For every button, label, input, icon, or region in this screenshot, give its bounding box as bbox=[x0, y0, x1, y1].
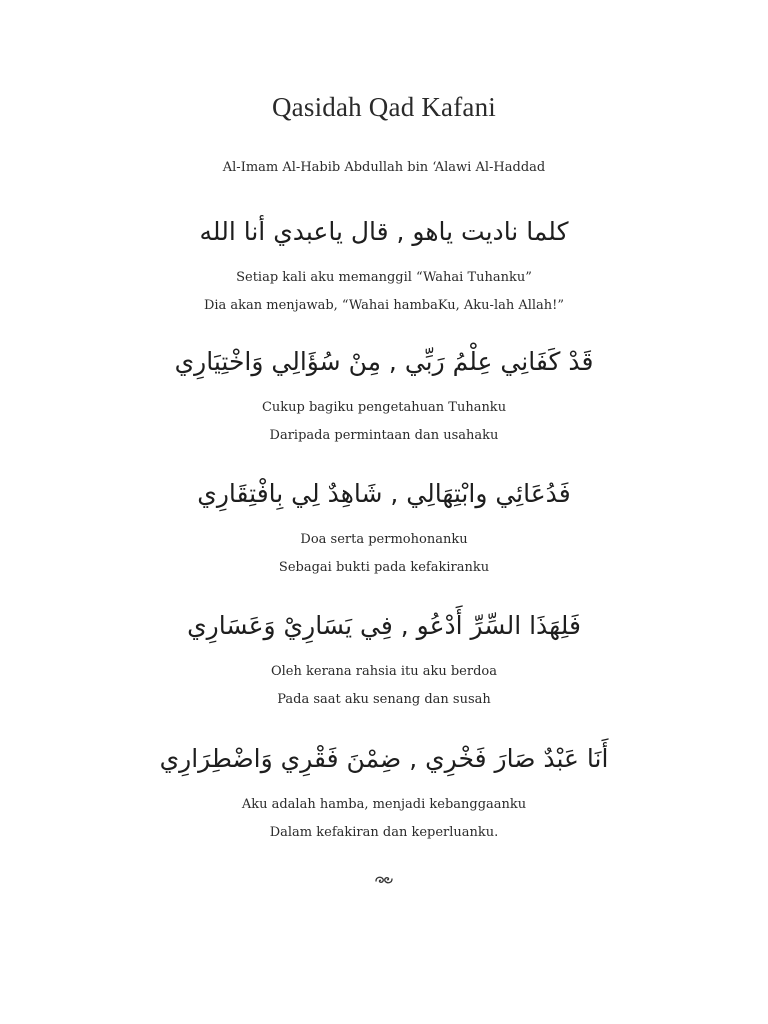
arabic-verse: قَدْ كَفَانِي عِلْمُ رَبِّي , مِنْ سُؤَالِي وَاخْتِيَارِي bbox=[174, 347, 594, 376]
translation-line: Oleh kerana rahsia itu aku berdoa bbox=[270, 664, 497, 679]
stanza-1 bbox=[0, 212, 768, 320]
translation-line: Dia akan menjawab, “Wahai hambaKu, Aku-lah Allah!” bbox=[203, 298, 565, 313]
arabic-verse: كلما ناديت ياهو , قال ياعبدي أنا الله bbox=[199, 217, 569, 246]
arabic-verse: فَدُعَائِي وابْتِهَالِي , شَاهِدٌ لِي بِافْتِقَارِي bbox=[197, 479, 571, 508]
fleuron-ornament-icon bbox=[0, 872, 768, 888]
translation-line: Sebagai bukti pada kefakiranku bbox=[278, 560, 490, 575]
translation-line: Doa serta permohonanku bbox=[300, 532, 468, 547]
page-title: Qasidah Qad Kafani bbox=[271, 92, 497, 122]
stanza-2 bbox=[0, 342, 768, 450]
arabic-verse: أَنَا عَبْدٌ صَارَ فَخْرِي , ضِمْنَ فَقْرِي وَاضْطِرَارِي bbox=[159, 744, 609, 773]
stanza-3 bbox=[0, 474, 768, 582]
arabic-verse: فَلِهَذَا السِّرِّ أَدْعُو , فِي يَسَارِيْ وَعَسَارِي bbox=[187, 611, 581, 640]
stanza-4 bbox=[0, 606, 768, 714]
translation-line: Pada saat aku senang dan susah bbox=[277, 692, 491, 707]
author-byline: Al-Imam Al-Habib Abdullah bin ‘Alawi Al-Haddad bbox=[222, 160, 546, 175]
translation-line: Aku adalah hamba, menjadi kebanggaanku bbox=[241, 797, 527, 812]
translation-line: Cukup bagiku pengetahuan Tuhanku bbox=[261, 400, 507, 415]
translation-line: Setiap kali aku memanggil “Wahai Tuhanku” bbox=[236, 270, 532, 285]
translation-line: Dalam kefakiran dan keperluanku. bbox=[269, 825, 499, 840]
stanza-5 bbox=[0, 739, 768, 847]
translation-line: Daripada permintaan dan usahaku bbox=[269, 428, 499, 443]
